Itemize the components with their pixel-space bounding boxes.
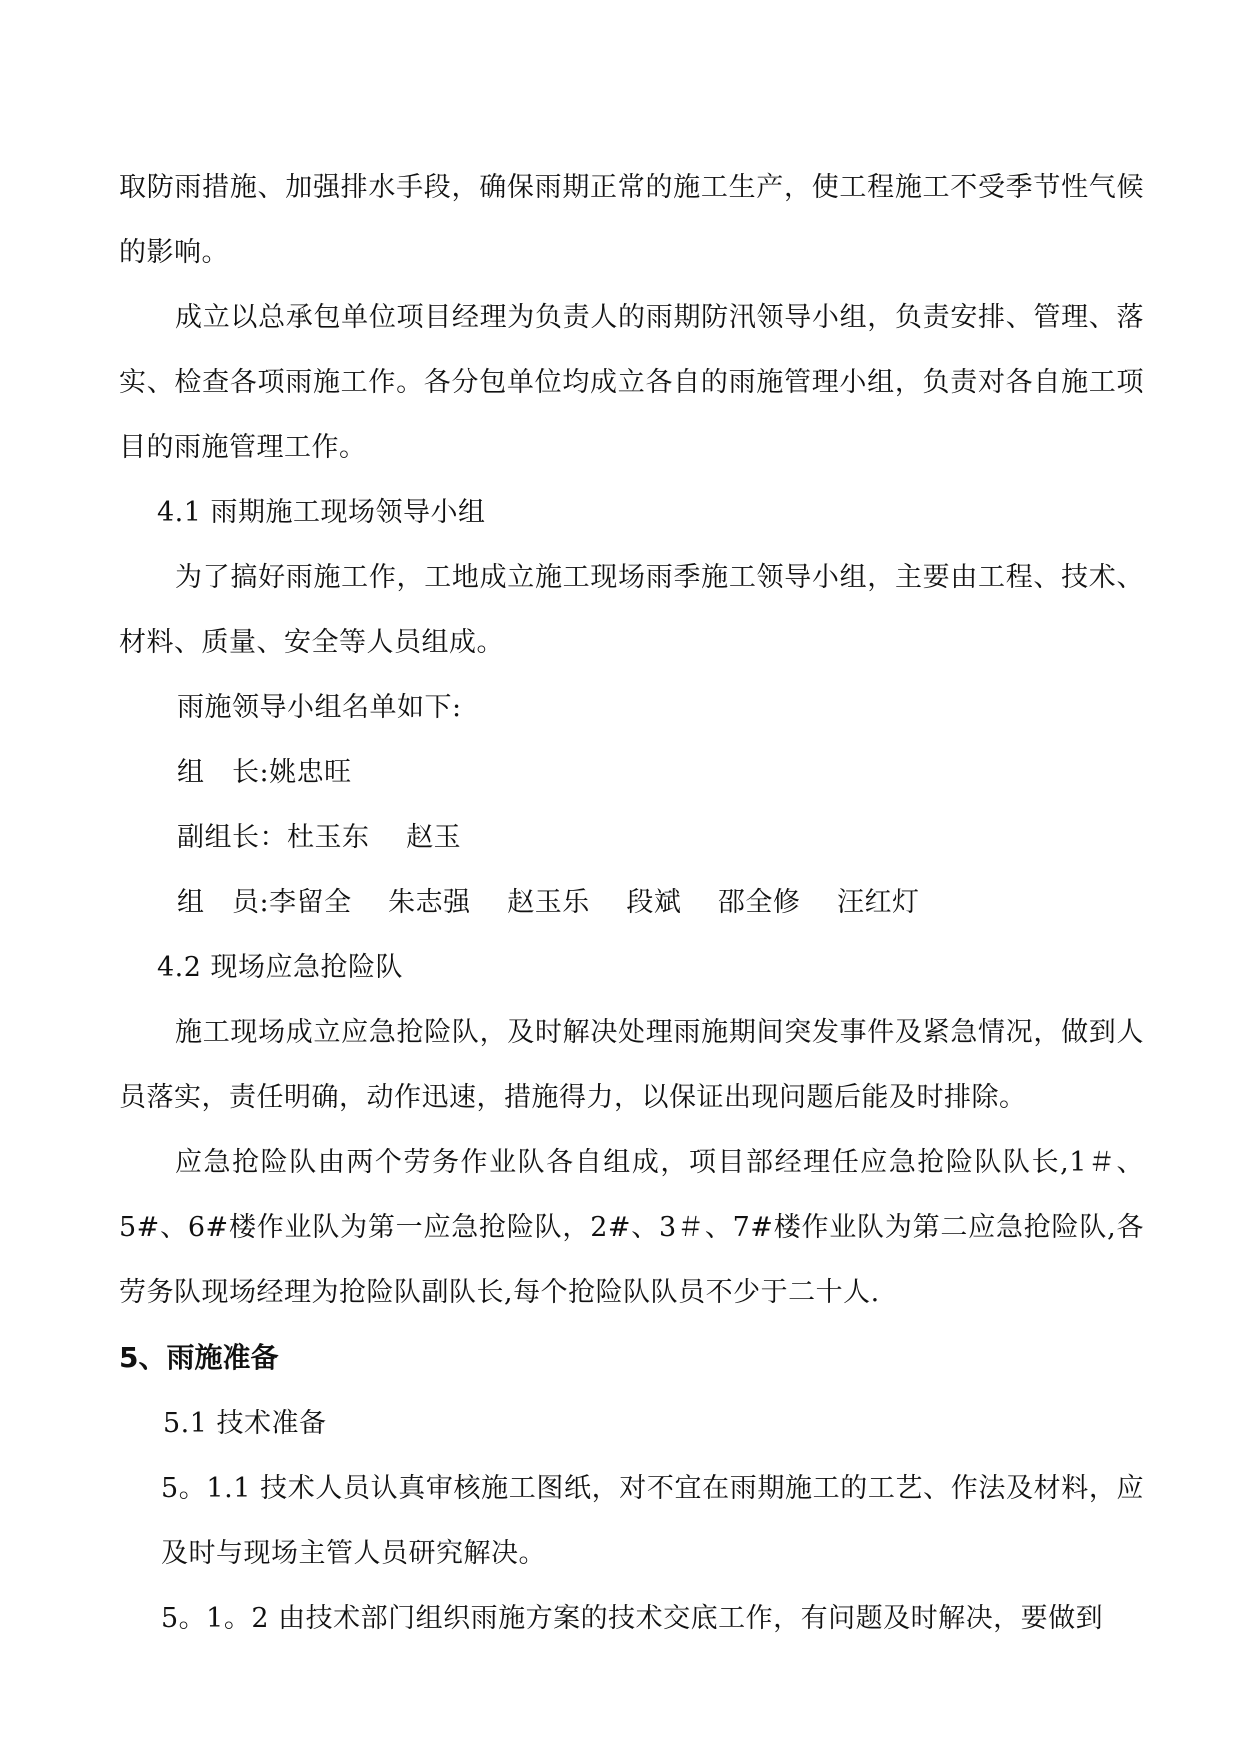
document-body xyxy=(119,155,1144,1651)
section-5-heading: 5、雨施准备 xyxy=(119,1341,279,1374)
paragraph-leading-group: 成立以总承包单位项目经理为负责人的雨期防汛领导小组，负责安排、管理、落实、检查各项雨施工作。各分包单位均成立各自的雨施管理小组，负责对各自施工项目的雨施管理工作。 xyxy=(119,302,1144,463)
section-5-1-title: 5.1 技术准备 xyxy=(163,1408,327,1439)
paragraph-4-1: 为了搞好雨施工作，工地成立施工现场雨季施工领导小组，主要由工程、技术、材料、质量、安全等人员组成。 xyxy=(119,562,1144,658)
paragraph-4-2-b: 应急抢险队由两个劳务作业队各自组成，项目部经理任应急抢险队队长,1＃、5#、6#楼作业队为第一应急抢险队，2#、3＃、7#楼作业队为第二应急抢险队,各劳务队现场经理为抢险队副队长,每个抢险队队员不少于二十人. xyxy=(119,1147,1144,1308)
leader-line: 组 长:姚忠旺 xyxy=(177,757,352,788)
deputy-leader-line: 副组长：杜玉东 赵玉 xyxy=(177,822,462,853)
member-list-intro: 雨施领导小组名单如下: xyxy=(177,692,462,723)
paragraph-4-2-a: 施工现场成立应急抢险队，及时解决处理雨施期间突发事件及紧急情况，做到人员落实，责任明确，动作迅速，措施得力，以保证出现问题后能及时排除。 xyxy=(119,1017,1144,1113)
section-4-2-title: 4.2 现场应急抢险队 xyxy=(157,952,404,983)
section-4-1-title: 4.1 雨期施工现场领导小组 xyxy=(157,497,486,528)
paragraph-5-1-1: 5。1.1 技术人员认真审核施工图纸，对不宜在雨期施工的工艺、作法及材料，应及时与现场主管人员研究解决。 xyxy=(161,1473,1144,1569)
paragraph-intro-continuation: 取防雨措施、加强排水手段，确保雨期正常的施工生产，使工程施工不受季节性气候的影响。 xyxy=(119,172,1144,268)
paragraph-5-1-2: 5。1。2 由技术部门组织雨施方案的技术交底工作，有问题及时解决，要做到 xyxy=(161,1603,1104,1634)
members-line: 组 员:李留全 朱志强 赵玉乐 段斌 邵全修 汪红灯 xyxy=(177,887,920,918)
